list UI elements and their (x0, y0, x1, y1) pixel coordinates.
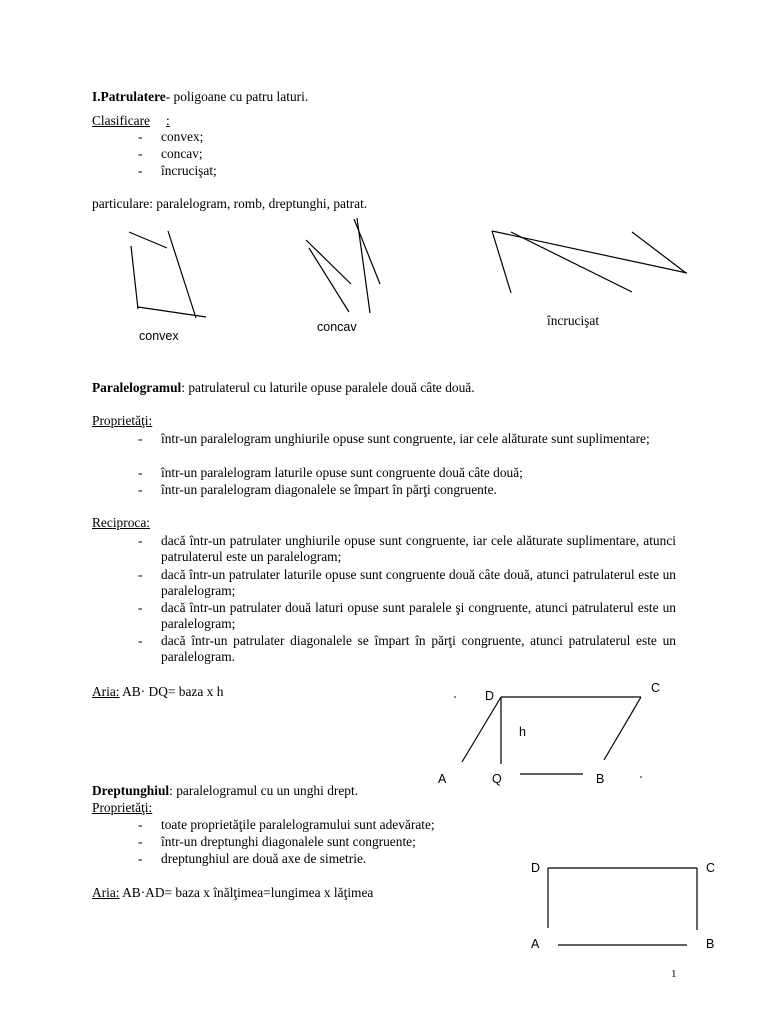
rectangle-bold: Dreptunghiul (92, 783, 170, 798)
rectangle-area-label: Aria: (92, 885, 120, 900)
vertex-D: D (485, 689, 495, 703)
crossed-quadrilateral-figure (492, 231, 687, 293)
parallelogram-rest: : patrulaterul cu laturile opuse paralele două câte două. (181, 380, 475, 395)
classification-word: Clasificare (92, 113, 150, 128)
vertex-B: B (596, 772, 605, 786)
rectangle-rest: : paralelogramul cu un unghi drept. (169, 783, 359, 798)
foot-Q: Q (492, 772, 502, 786)
convex-quadrilateral-figure (129, 231, 206, 318)
rect-vertex-C: C (706, 861, 716, 875)
rectangle-figure (548, 868, 697, 945)
convex-label: convex (139, 329, 179, 343)
page-number: 1 (671, 968, 677, 980)
parallelogram-figure (462, 697, 641, 774)
concave-label: concav (317, 320, 357, 334)
heading-rest: - poligoane cu patru laturi. (165, 89, 309, 104)
rect-vertex-D: D (531, 861, 541, 875)
heading-bold: I.Patrulatere (92, 89, 166, 104)
crossed-label: încrucişat (547, 313, 600, 328)
parallelogram-heading (92, 380, 475, 396)
concave-quadrilateral-figure (306, 218, 380, 313)
height-label: h (519, 725, 526, 739)
parallelogram-bold: Paralelogramul (92, 380, 182, 395)
rectangle-area-formula: AB·AD= baza x înălţimea=lungimea x lăţimea (119, 885, 374, 900)
rect-vertex-B: B (706, 937, 715, 951)
area-label: Aria: (92, 684, 120, 699)
properties-label: Proprietăţi: (92, 413, 153, 428)
area-formula: AB· DQ= baza x h (119, 684, 224, 699)
rectangle-area (92, 885, 373, 901)
document-page: I.Patrulatere- poligoane cu patru laturi. Clasificare : - convex; - concav; - încrucişat; particulare: paralelogram, romb, dreptunghi, patrat. convex concav încrucişat Paralelogramul: patrulaterul cu laturile opuse paralele două câte două. Proprietăţi: - într-un paralelogram unghiurile opuse sunt congruente, iar cele alăturate sunt suplimentare; - într-un paralelogram laturile opuse sunt congruente două câte două; - într-un paralelogram diagonalele se împart în părţi congruente. Reciproca: - dacă într-un patrulater unghiurile opuse sunt congruente, iar cele alăturate suplimentare, atunci patrulaterul este un paralelogram; - dacă într-un patrulater laturile opuse sunt congruente două câte două, atunci patrulaterul este un paralelogram; - dacă într-un patrulater două laturi opuse sunt paralele şi congruente, atunci patrulaterul este un paralelogram; - dacă într-un patrulater diagonalele se împart în părţi congruente, atunci patrulaterul este un paralelogram. Aria: AB· DQ= baza x h D C h A Q B Dreptunghiul: paralelogramul cu un unghi drept. Proprietăţi: - toate proprietăţile paralelogramului sunt adevărate; - într-un dreptunghi diagonalele sunt congruente; - dreptunghiul are două axe de simetrie. Aria: AB·AD= baza x înălţimea=lungimea x lăţimea D C A B 1 (0, 0, 768, 1024)
rectangle-properties-label: Proprietăţi: (92, 800, 153, 815)
parallelogram-area (92, 684, 223, 700)
rect-vertex-A: A (531, 937, 540, 951)
vertex-C: C (651, 681, 661, 695)
reciprocal-label: Reciproca: (92, 515, 150, 530)
classification-colon: : (166, 113, 170, 128)
particular-cases: particulare: paralelogram, romb, dreptunghi, patrat. (92, 196, 368, 211)
rectangle-heading (92, 783, 358, 799)
vertex-A: A (438, 772, 447, 786)
